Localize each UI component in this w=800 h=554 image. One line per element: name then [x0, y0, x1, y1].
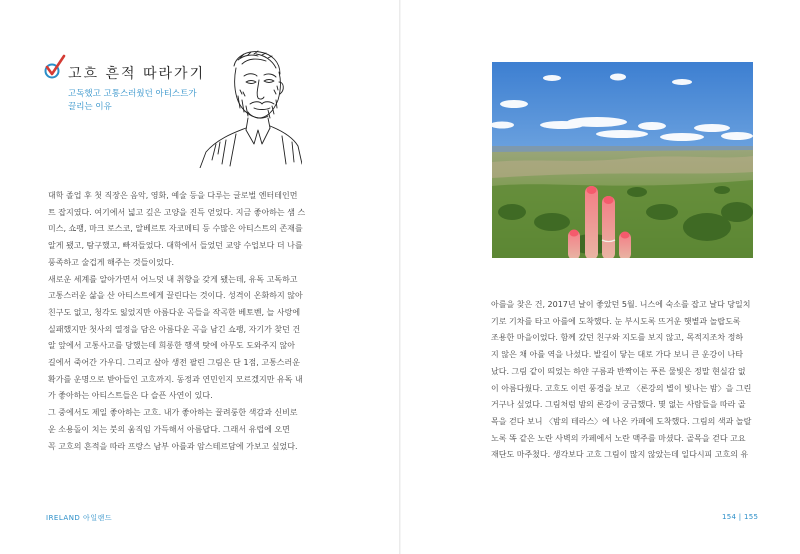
- body-line: 운 소용돌이 치는 붓의 움직임 가득해서 아름답다. 그래서 유럽에 오면: [48, 424, 290, 434]
- body-line: 노록 똑 같은 노란 사벽의 카페에서 노란 맥주를 마셨다. 골목을 걷다 고요: [491, 433, 746, 443]
- right-body-text: [491, 297, 753, 464]
- subtitle-line: 끌리는 이유: [68, 102, 112, 112]
- body-line: 조용한 마을이었다. 함께 갔던 친구와 지도를 보지 않고, 목적지조차 정하: [491, 333, 744, 343]
- body-line: 확가를 운명으로 받아들인 고흐까지. 동정과 연민인지 모르겠지만 유독 내: [48, 374, 303, 384]
- landscape-photo: [492, 62, 753, 258]
- van-gogh-portrait-illustration: [196, 46, 302, 168]
- page-numbers: 154 | 155: [722, 513, 759, 521]
- left-body-text: [48, 188, 350, 455]
- body-line: 이 아름다웠다. 고흐도 이런 풍경을 보고 〈론강의 별이 빛나는 밤〉을 그린: [491, 383, 752, 393]
- subtitle-line: 고독했고 고통스러웠던 아티스트가: [68, 89, 197, 99]
- body-line: 길에서 죽어간 가우디. 그리고 살아 생전 팔린 그림은 단 1점, 고통스러운: [48, 358, 300, 368]
- body-line: 났다. 그림 같이 띄었는 하얀 구름과 반짝이는 푸른 물빛은 정말 현실감 없: [491, 366, 746, 376]
- body-line: 목을 걷다 보니 〈밤의 테라스〉에 나온 카페에 도착했다. 그림의 색과 놀랄: [491, 416, 752, 426]
- page-gutter: [399, 0, 401, 554]
- body-line: 풍족하고 술겁게 해주는 것들이었다.: [48, 257, 175, 267]
- body-line: 고통스러운 삶을 산 아티스트에게 끌린다는 것이다. 성격이 온화하지 않아: [48, 291, 303, 301]
- body-line: 가 좋아하는 아티스트들은 다 슬픈 사연이 있다.: [48, 391, 213, 401]
- section-title: 고흐 흔적 따라가기: [68, 66, 206, 82]
- body-line: 그 중에서도 제일 좋아하는 고흐. 내가 좋아하는 꿀려룽한 색감과 신비로: [48, 408, 298, 418]
- body-line: 지 않은 채 아를 역을 나섰다. 발길이 닿는 대로 가다 보니 큰 운강이 나타: [491, 350, 743, 360]
- body-line: 대학 졸업 후 첫 직장은 음악, 영화, 예술 등을 다루는 글로벌 엔터테인먼: [48, 191, 298, 200]
- body-line: 실패했지만 첫사의 열정을 담은 아름다운 곡을 남긴 쇼팽, 자기가 찾던 건: [48, 324, 301, 334]
- body-line: 알 앞에서 고통사고를 당했는데 희롱한 행색 탓에 아무도 도와주지 않아: [48, 341, 295, 351]
- body-line: 아를을 찾은 건, 2017년 날이 좋았던 5월. 니스에 숙소를 잡고 날다 당일치: [491, 300, 751, 309]
- body-line: 기로 기차를 타고 아를에 도착했다. 눈 부시도록 뜨거운 햇볕과 놀랍도록: [491, 316, 741, 326]
- body-line: 미스, 쇼팽, 마크 로스코, 알베르토 자코메티 등 수많은 아티스트의 존재를: [48, 224, 303, 234]
- body-line: 트 잡지였다. 여기에서 넓고 깊은 고양을 진득 얻었다. 지금 좋아하는 샘 스: [48, 207, 306, 217]
- body-line: 친구도 없고, 청각도 잃었지만 아름다운 곡들을 작곡한 베토벤, 늘 사랑에: [48, 307, 301, 317]
- section-subtitle: [68, 88, 197, 114]
- body-line: 거구나 싶었다. 그림처럼 밤의 론강이 궁금했다. 몇 없는 사람들을 따라 골: [491, 400, 746, 410]
- check-icon: [44, 54, 66, 80]
- body-line: 재단도 마주쳤다. 생각보다 고흐 그림이 많지 않았는데 일다시피 고흐의 유: [491, 450, 749, 460]
- body-line: 꼭 고흐의 흔적을 따라 프랑스 남부 아를과 암스테르담에 가보고 싶었다.: [48, 441, 298, 451]
- body-line: 새로운 세계를 알아가면서 어느덧 내 취향을 갖게 됐는데, 유독 고독하고: [48, 274, 298, 284]
- footer-country-label: IRELAND 아일랜드: [46, 514, 113, 522]
- body-line: 알게 됐고, 탐구했고, 빠져들었다. 대학에서 들었던 교양 수업보다 더 나를: [48, 241, 303, 251]
